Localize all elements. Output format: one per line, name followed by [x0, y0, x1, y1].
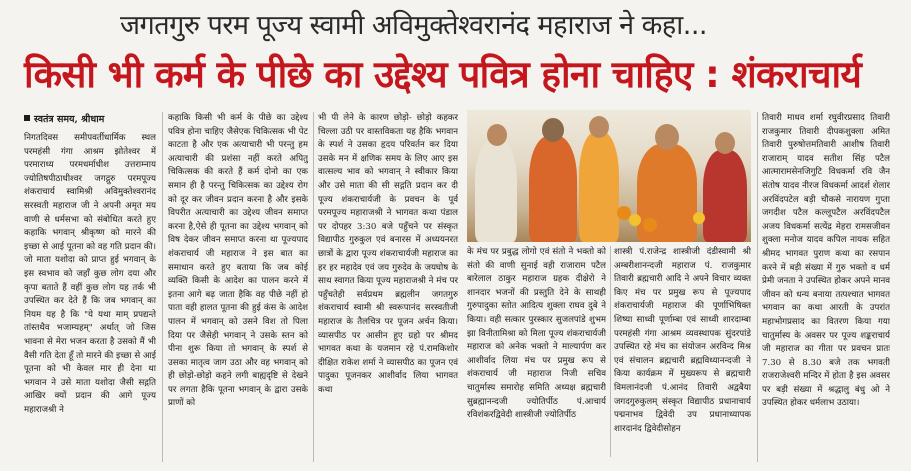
- kicker-headline: जगतगुरु परम पूज्य स्वामी अविमुक्तेश्वरानंद महाराज ने कहा...: [120, 10, 707, 41]
- column-text-2: कहाकि किसी भी कर्म के पीछे का उद्देश्य पवित्र होना चाहिए जैसेएक चिकित्सक भी पेट काटता है और एक अत्याचारी भी परन्तु हम अत्याचारी की प्रशंसा नहीं करते अपितु चिकित्सक की करते हैं कर्म दोनो का एक समान ही है परन्तु चिकित्सक का उद्देश्य रोग को दूर कर जीवन प्रदान करना है और इसके विपरीत अत्याचारी का उद्देश्य जीवन समाप्त करना है,ऐसे ही पूतना का उद्देश्य भगवान् को विष देकर जीवन समाप्त करना था पूज्यपाद शंकराचार्य जी महाराज ने इस बात का समाधान करते हुए बताया कि जब कोई व्यक्ति किसी के आदेश का पालन करने में इतना आगे बढ़ जाता हैकि वह पीछे नहीं हो पाता वही हालत पूतना की हुई कंस के आदेश पालन में भगवान् को उसने विश तो पिला दिया पर जैसेही भगवान् ने उसके स्तन को पीना शुरू किया तो भगवान् के स्पर्श से उसका मातृत्व जाग उठा और वह भगवान् को ही छोड़ो-छोड़ो कहने लगी बाह्यदृष्टि से देखने पर लगता हैकि पूतना भगवान् के द्वारा उसके प्राणों को: [168, 113, 308, 409]
- article-column-6: [762, 112, 890, 457]
- column-divider: [162, 112, 163, 462]
- column-divider: [757, 112, 758, 462]
- dateline-text: स्वतंत्र समय, श्रीधाम: [34, 114, 105, 125]
- column-text-6: तिवारी माधव शर्मा रघुवीरप्रसाद तिवारी राजकुमार तिवारी दीपकशुक्ला अमित तिवारी पुरुषोत्तमतिवारी आशीष तिवारी राजाराम् यादव सतीश सिंह पटैल आत्मारामसेनजिगुटि विधकर्मा रवि जैन संतोष यादव नीरज विधकर्मा आदर्श शेलार अरविंदपटेल बड़ी चौकसे नारायण गुप्ता जगदीश पटैल कल्लूपटैल अरविंदपटैल अजय विधकर्मा सत्येंद्र मेहरा रामसजीवन शुक्ला मनोज यादव कपिल नायक सहित श्रीमद भागवत पुराण कथा का रसपान करने में बड़ी संख्या में गुरु भक्तो व धर्म प्रेमी जनता ने उपस्थित होकर अपने मानव जीवन को धन्य बनाया तत्पश्चात भागवत भगवान का कथा आरती के उपरांत महाभोगप्रसाद का वितरण किया गया चातुर्मास्य के अवसर पर पूज्य शङ्कराचार्य जी महाराज का गीता पर प्रवचन प्रातः 7.30 से 8.30 बजे तक भगवती राजराजेश्वरी मन्दिर में होता है इस अवसर पर बड़ी संख्या में श्रद्धालु बंधु ओ ने उपस्थित होकर धर्मलाभ उठाया।: [762, 113, 890, 409]
- column-divider: [610, 246, 611, 457]
- dateline: [24, 112, 156, 128]
- main-headline: किसी भी कर्म के पीछे का उद्देश्य पवित्र होना चाहिए : शंकराचार्य: [24, 53, 862, 96]
- column-text-3: भी पी लेने के कारण छोड़ो- छोड़ो कहकर चिल्ला उठी पर वास्तविकता यह हैकि भगवान के स्पर्श ने उसका हृदय परिवर्तन कर दिया उसके मन में क्षणिक समय के लिए आए इस वात्सल्य भाव को भगवान् ने स्वीकार किया और उसे माता की सी सद्गति प्रदान कर दी पूज्य शंकराचार्यजी के प्रवचन के पूर्व परमपूज्य महाराजश्री ने भागवत कथा पंडाल पर दोपहर 3:30 बजे पहुँचने पर संस्कृत विद्यापीठ गुरुकुल एवं बनारस में अध्ययनरत छात्रों के द्वारा पूज्य शंकराचार्यजी महाराज का हर हर महादेव एवं जय गुरुदेव के जयघोष के साथ स्वागत किया पूज्य महाराजश्री ने मंच पर पहुँचतेही सर्वप्रथम ब्रह्मलीन जगतगुरु शंकराचार्य स्वामी श्री स्वरूपानंद सरस्वतीजी महाराज के तैलचित्र पर पूजन अर्चन किया। व्यासपीठ पर आसीन हूए ग्रहो पर श्रीमद भागवत कथा के यजमान रहे पं.रामकिशोर दीक्षित राकेश शर्मा ने व्यासपीठ का पूजन एवं पादुका पूजनकर आशीर्वाद लिया भागवत कथा: [318, 113, 458, 395]
- article-column-5: [614, 246, 751, 457]
- event-photo: [467, 110, 751, 242]
- article-column-2: [168, 112, 308, 457]
- column-divider: [313, 112, 314, 462]
- article-column-3: [318, 112, 458, 457]
- column-text-1: निगतदिवस समीपवर्तीधार्मिक स्थल परमहंसी गंगा आश्रम झोतेश्वर में परमाराध्य परमधर्माधीश उत्तराम्नाय ज्योतिषपीठाधीश्वर जगद्गुरु परमपूज्य शंकराचार्य स्वामिश्री अविमुक्तेश्वरानंद सरस्वती महाराज जी ने अपनी अमृत मय वाणी से धर्मसभा को संबोधित करते हुए कहाकि भगवान् श्रीकृष्ण को मारने की इच्छा से आई पूतना को वह गति प्रदान की। जो माता यशोदा को प्राप्त हुई भगवान् के इस स्वभाव को जहाँ कुछ लोग दया और कृपा बताते हैं वहीं कुछ लोग यह तर्क भी उपस्थित कर देते हैं कि जब भगवान् का नियम यह है कि "ये यथा माम् प्रपद्यन्ते तांस्तथैव भजाम्यहम्" अर्थात् जो जिस भावना से मेरा भजन करता है उसको मैं भी वैसी गति देता हूँ तो मारने की इच्छा से आई पूतना को भी केवल मार ही देना था भगवान ने उसे माता यशोदा जैसी सद्गति आखिर क्यों प्रदान की आगे पूज्य महाराजश्री ने: [24, 133, 156, 415]
- article-column-1: [24, 112, 156, 457]
- article-column-4: [467, 246, 606, 457]
- bullet-square-icon: [24, 115, 30, 121]
- column-text-5: शास्त्री पं.राजेन्द्र शास्त्रीजी दंडीस्वामी श्री अम्बरीशानन्दजी महाराज पं. राजकुमार तिवारी ब्रह्मचारी आदि ने अपने विचार व्यक्त किए मंच पर प्रमुख रूप से पूज्यपाद शंकराचार्यजी महाराज की पूर्णाभिषिक्त शिष्या साध्वी पूर्णाम्बा एवं साध्वी शारदाम्बा परमहंसी गंगा आश्रम व्यवस्थापक सुंदरपांडे उपस्थित रहे मंच का संयोजन अरविन्द मिश्र एवं संचालन ब्रह्मचारी ब्रह्मविध्यानन्दजी ने किया कार्यक्रम में मुख्यरूप से ब्रह्मचारी विमलानंदजी पं.आनंद तिवारी अद्वबैया जगदगुरुकुलम् संस्कृत विद्यापीठ प्रधानाचार्य पद्मनाभव द्विवेदी उप प्रधानाध्यापक शारदानंद द्विवेदीसोहन: [614, 247, 751, 434]
- column-text-4: के मंच पर प्रबुद्ध लोगो एवं संतो ने भक्तो को संतो की वाणी सुनाई वही राजाराम पटैल बारेलाल ठाकुर महाराज ग्रहक दीक्षेरो ने शानदार भजनों की प्रस्तुति देने के साथही गुरुपादुका स्तोत आदित्य शुक्ला राघव दुबे ने किया। वही सत्कार पुरस्कार सुजलपांडे शुभम झा विनीतामिश्रा को मिला पूज्य शंकराचार्यजी महाराज को अनेक भक्तो ने माल्यार्पण कर आशीर्वाद लिया मंच पर प्रमुख रूप से शंकराचार्य जी महाराज निजी सचिव चातुर्मास्य समारोह समिति अध्यक्ष ब्रह्मचारी सुब्रह्मानन्दजी ज्योतिर्पीठ पं.आचार्य रविशंकरद्विवेदी शास्त्रीजी ज्योतिर्पीठ: [467, 247, 606, 421]
